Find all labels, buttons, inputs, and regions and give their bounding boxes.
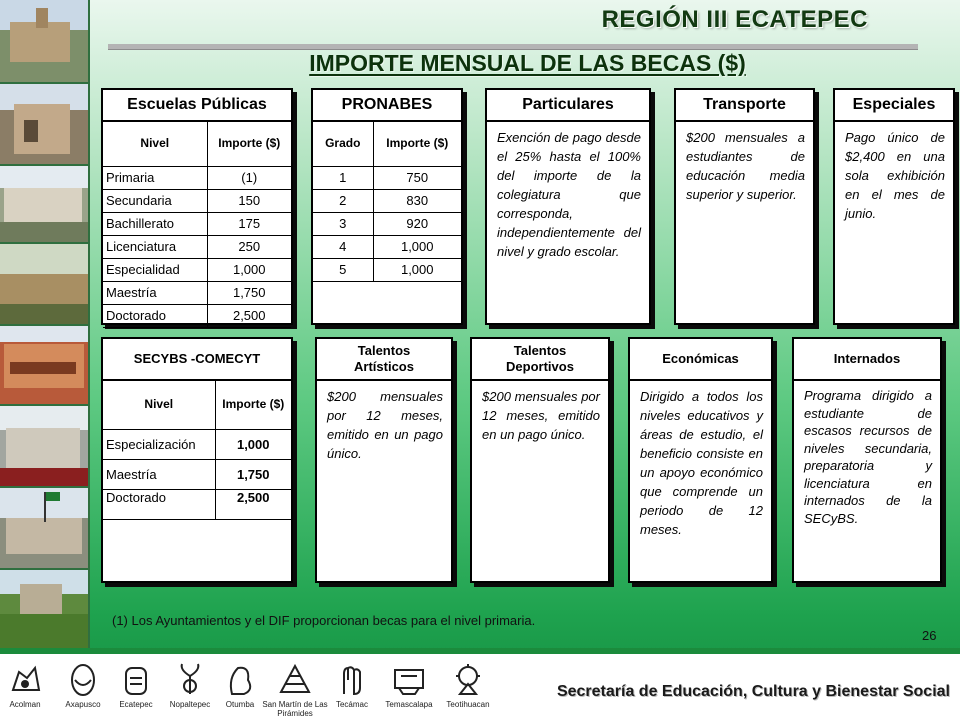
organization-name: Secretaría de Educación, Cultura y Bienestar Social (556, 683, 950, 700)
amount-cell: 1,000 (207, 258, 291, 281)
transporte-description: $200 mensuales a estudiantes de educación media superior y superior. (686, 130, 805, 202)
table-row (313, 189, 461, 212)
column-header-level: Nivel (103, 381, 215, 429)
particulares-title: Particulares (487, 90, 649, 122)
table-header-row (103, 381, 291, 429)
table-row (103, 166, 291, 189)
talentos-artisticos-title: Talentos Artísticos (317, 339, 451, 381)
column-header-amount: Importe ($) (207, 122, 291, 166)
teotihuacan-glyph-icon (448, 660, 488, 700)
amount-cell: 830 (373, 189, 461, 212)
page-title (0, 50, 960, 77)
municipality-label: Otumba (225, 700, 255, 709)
table-row (103, 429, 291, 459)
otumba-glyph-icon (220, 660, 260, 700)
amount-cell: 175 (207, 212, 291, 235)
region-title: REGIÓN III ECATEPEC (601, 6, 868, 33)
secybs-comecyt-box (101, 337, 293, 583)
level-cell: Maestría (103, 459, 215, 489)
photo-market (0, 406, 88, 486)
grade-cell: 4 (313, 235, 373, 258)
grade-cell: 2 (313, 189, 373, 212)
talentos-deportivos-box (470, 337, 610, 583)
column-header-amount: Importe ($) (215, 381, 291, 429)
photo-church (0, 84, 88, 164)
amount-cell: 250 (207, 235, 291, 258)
header-divider (108, 44, 918, 49)
amount-cell: 920 (373, 212, 461, 235)
pyramid-glyph-icon (275, 660, 315, 700)
municipality-label: Acolman (9, 700, 41, 709)
footnote: (1) Los Ayuntamientos y el DIF proporcionan becas para el nivel primaria. (112, 613, 536, 628)
pronabes-table (313, 122, 461, 282)
amount-cell: (1) (207, 166, 291, 189)
grade-cell: 3 (313, 212, 373, 235)
internados-description: Programa dirigido a estudiante de escasos recursos de niveles secundaria, preparatoria y licenciatura en internados de la SECyBS. (804, 388, 932, 526)
column-header-amount: Importe ($) (373, 122, 461, 166)
table-row (103, 304, 291, 327)
talentos-deportivos-title: Talentos Deportivos (472, 339, 608, 381)
photo-plaza (0, 166, 88, 242)
table-header-row (103, 122, 291, 166)
amount-cell: 750 (373, 166, 461, 189)
municipality-label: Teotihuacan (446, 700, 490, 709)
transporte-title: Transporte (676, 90, 813, 122)
escuelas-publicas-box (101, 88, 293, 325)
column-header-grade: Grado (313, 122, 373, 166)
amount-cell: 1,000 (215, 429, 291, 459)
table-row (313, 258, 461, 281)
internados-title: Internados (794, 339, 940, 381)
level-cell: Doctorado (103, 489, 215, 519)
level-cell: Doctorado (103, 304, 207, 327)
table-row (103, 258, 291, 281)
amount-cell: 1,750 (215, 459, 291, 489)
ecatepec-glyph-icon (116, 660, 156, 700)
talentos-artisticos-description: $200 mensuales por 12 meses, emitido en un pago único. (327, 389, 443, 461)
grade-cell: 1 (313, 166, 373, 189)
photo-garden (0, 570, 88, 648)
table-header-row (313, 122, 461, 166)
table-row (103, 212, 291, 235)
escuelas-publicas-title: Escuelas Públicas (103, 90, 291, 122)
especiales-box (833, 88, 955, 325)
particulares-box (485, 88, 651, 325)
secybs-comecyt-table (103, 381, 291, 520)
axapusco-glyph-icon (63, 660, 103, 700)
level-cell: Secundaria (103, 189, 207, 212)
table-row (313, 166, 461, 189)
amount-cell: 2,500 (215, 489, 291, 519)
table-row (103, 281, 291, 304)
page-title-text: IMPORTE MENSUAL DE LAS BECAS ($) (309, 50, 746, 76)
municipality-label: Axapusco (65, 700, 101, 709)
municipality-label: San Martín de Las Pirámides (262, 700, 328, 718)
level-cell: Licenciatura (103, 235, 207, 258)
temascalapa-glyph-icon (389, 660, 429, 700)
talentos-artisticos-box (315, 337, 453, 583)
transporte-box (674, 88, 815, 325)
especiales-title: Especiales (835, 90, 953, 122)
amount-cell: 150 (207, 189, 291, 212)
municipality-label: Temascalapa (385, 700, 433, 709)
photo-palacio (0, 326, 88, 404)
amount-cell: 1,000 (373, 235, 461, 258)
page-number: 26 (922, 628, 937, 643)
amount-cell: 2,500 (207, 304, 291, 327)
photo-strip (0, 0, 90, 648)
level-cell: Primaria (103, 166, 207, 189)
particulares-description: Exención de pago desde el 25% hasta el 100% del importe de la colegiatura que corresponda, independientemente del nivel y grado escolar. (497, 130, 641, 259)
talentos-deportivos-description: $200 mensuales por 12 meses, emitido en un pago único. (482, 389, 600, 442)
footer (0, 654, 960, 720)
table-row (103, 459, 291, 489)
level-cell: Bachillerato (103, 212, 207, 235)
table-row (313, 212, 461, 235)
photo-aqueduct (0, 244, 88, 324)
nopaltepec-glyph-icon (170, 660, 210, 700)
municipality-teotihuacan (435, 660, 501, 709)
municipality-temascalapa (376, 660, 442, 709)
economicas-description: Dirigido a todos los niveles educativos y áreas de estudio, el beneficio consiste en un apoyo económico que comprende un periodo de 12 meses. (640, 389, 763, 537)
acolman-glyph-icon (5, 660, 45, 700)
economicas-box (628, 337, 773, 583)
amount-cell: 1,000 (373, 258, 461, 281)
pronabes-title: PRONABES (313, 90, 461, 122)
especiales-description: Pago único de $2,400 en una sola exhibición en el mes de junio. (845, 130, 945, 221)
table-row (103, 189, 291, 212)
economicas-title: Económicas (630, 339, 771, 381)
secybs-comecyt-title: SECYBS -COMECYT (103, 339, 291, 381)
municipality-label: Nopaltepec (169, 700, 211, 709)
grade-cell: 5 (313, 258, 373, 281)
level-cell: Especialización (103, 429, 215, 459)
level-cell: Especialidad (103, 258, 207, 281)
internados-box (792, 337, 942, 583)
escuelas-publicas-table (103, 122, 291, 328)
municipality-label: Ecatepec (119, 700, 153, 709)
pronabes-box (311, 88, 463, 325)
table-row (103, 235, 291, 258)
level-cell: Maestría (103, 281, 207, 304)
municipality-label: Tecámac (335, 700, 368, 709)
tecamac-glyph-icon (332, 660, 372, 700)
amount-cell: 1,750 (207, 281, 291, 304)
table-row (103, 489, 291, 519)
column-header-level: Nivel (103, 122, 207, 166)
table-row (313, 235, 461, 258)
photo-flag (0, 488, 88, 568)
